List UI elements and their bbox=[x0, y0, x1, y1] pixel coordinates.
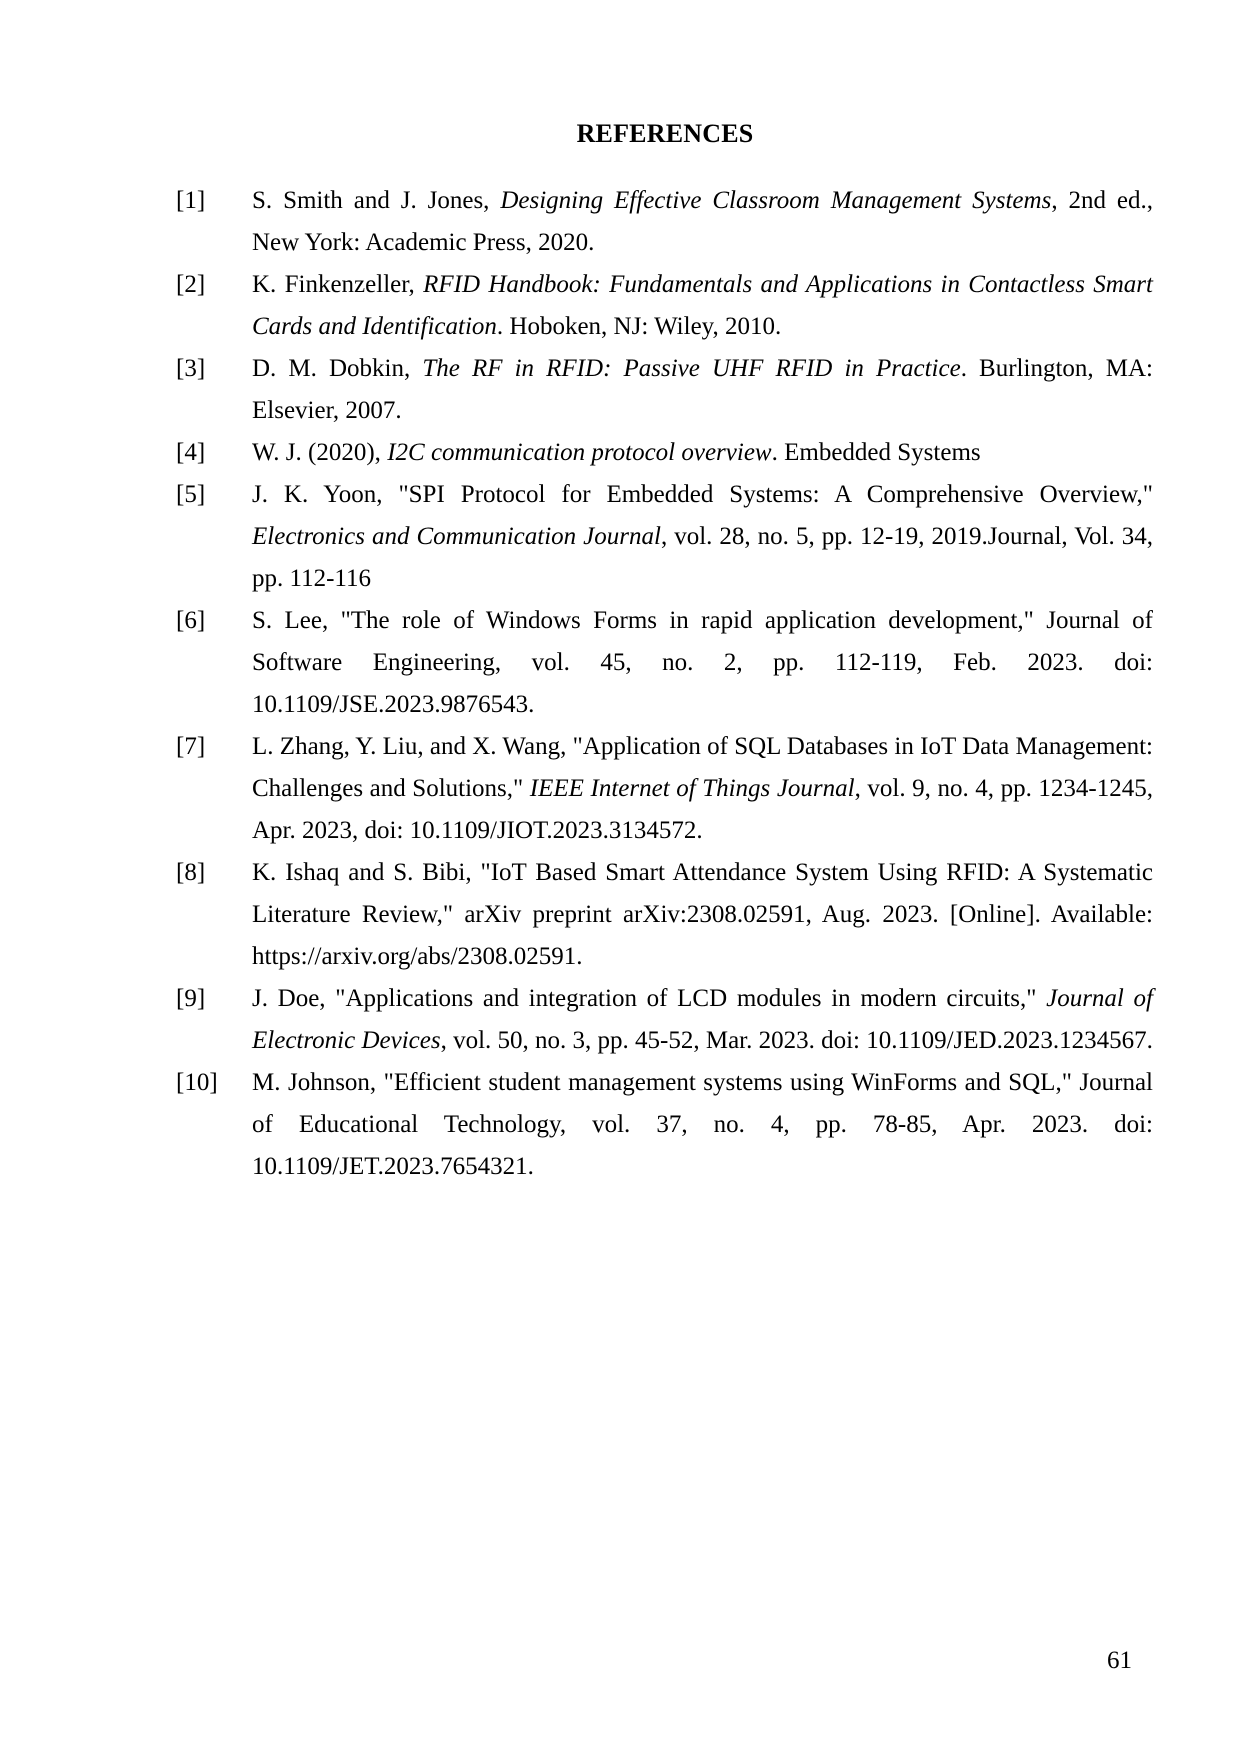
reference-item-6 bbox=[0, 600, 1240, 726]
reference-item-3 bbox=[0, 348, 1240, 432]
reference-number: [9] bbox=[176, 985, 206, 1012]
page-number: 61 bbox=[1107, 1647, 1132, 1674]
reference-text: K. Ishaq and S. Bibi, "IoT Based Smart Attendance System Using RFID: A Systematic Literature Review," arXiv preprint arXiv:2308.02591, Aug. 2023. [Online]. Available: https://arxiv.org/abs/2308.02591. bbox=[252, 859, 1153, 970]
reference-text: J. Doe, "Applications and integration of LCD modules in modern circuits," Journal of Electronic Devices, vol. 50, no. 3, pp. 45-52, Mar. 2023. doi: 10.1109/JED.2023.1234567. bbox=[252, 985, 1154, 1054]
reference-list bbox=[0, 180, 1240, 1188]
reference-title: The RF in RFID: Passive UHF RFID in Practice bbox=[422, 355, 961, 382]
reference-text: S. Smith and J. Jones, Designing Effective Classroom Management Systems, 2nd ed., New York: Academic Press, 2020. bbox=[252, 187, 1153, 256]
reference-item-1 bbox=[0, 180, 1240, 264]
reference-number: [6] bbox=[176, 607, 206, 634]
reference-number: [8] bbox=[176, 859, 206, 886]
reference-item-9 bbox=[0, 978, 1240, 1062]
reference-number: [7] bbox=[176, 733, 206, 760]
reference-text: K. Finkenzeller, RFID Handbook: Fundamentals and Applications in Contactless Smart Cards and Identification. Hoboken, NJ: Wiley, 2010. bbox=[252, 271, 1153, 340]
reference-item-8 bbox=[0, 852, 1240, 978]
reference-item-4 bbox=[0, 432, 1240, 474]
reference-text: M. Johnson, "Efficient student management systems using WinForms and SQL," Journal of Educational Technology, vol. 37, no. 4, pp. 78-85, Apr. 2023. doi: 10.1109/JET.2023.7654321. bbox=[252, 1069, 1153, 1180]
reference-item-10 bbox=[0, 1062, 1240, 1188]
reference-title: I2C communication protocol overview bbox=[387, 439, 772, 466]
reference-number: [4] bbox=[176, 439, 206, 466]
reference-text: S. Lee, "The role of Windows Forms in rapid application development," Journal of Software Engineering, vol. 45, no. 2, pp. 112-119, Feb. 2023. doi: 10.1109/JSE.2023.9876543. bbox=[252, 607, 1153, 718]
reference-text: L. Zhang, Y. Liu, and X. Wang, "Application of SQL Databases in IoT Data Management: Challenges and Solutions," IEEE Internet of Things Journal, vol. 9, no. 4, pp. 1234-1245, Apr. 2023, doi: 10.1109/JIOT.2023.3134572. bbox=[252, 733, 1153, 844]
reference-number: [5] bbox=[176, 481, 206, 508]
page-title: REFERENCES bbox=[576, 119, 754, 148]
reference-number: [3] bbox=[176, 355, 206, 382]
reference-item-2 bbox=[0, 264, 1240, 348]
reference-number: [10] bbox=[176, 1069, 218, 1096]
reference-title: RFID Handbook: Fundamentals and Applications in Contactless Smart Cards and Identification bbox=[252, 271, 1153, 340]
reference-text: D. M. Dobkin, The RF in RFID: Passive UHF RFID in Practice. Burlington, MA: Elsevier, 2007. bbox=[252, 355, 1153, 424]
reference-text: J. K. Yoon, "SPI Protocol for Embedded Systems: A Comprehensive Overview," Electronics and Communication Journal, vol. 28, no. 5, pp. 12-19, 2019.Journal, Vol. 34, pp. 112-116 bbox=[252, 481, 1153, 592]
reference-title: Journal of Electronic Devices bbox=[252, 985, 1154, 1054]
reference-title: IEEE Internet of Things Journal bbox=[529, 775, 855, 802]
reference-item-7 bbox=[0, 726, 1240, 852]
reference-number: [2] bbox=[176, 271, 206, 298]
reference-number: [1] bbox=[176, 187, 206, 214]
reference-item-5 bbox=[0, 474, 1240, 600]
reference-title: Designing Effective Classroom Management Systems bbox=[500, 187, 1052, 214]
reference-text: W. J. (2020), I2C communication protocol overview. Embedded Systems bbox=[252, 439, 981, 466]
reference-title: Electronics and Communication Journal bbox=[252, 523, 661, 550]
